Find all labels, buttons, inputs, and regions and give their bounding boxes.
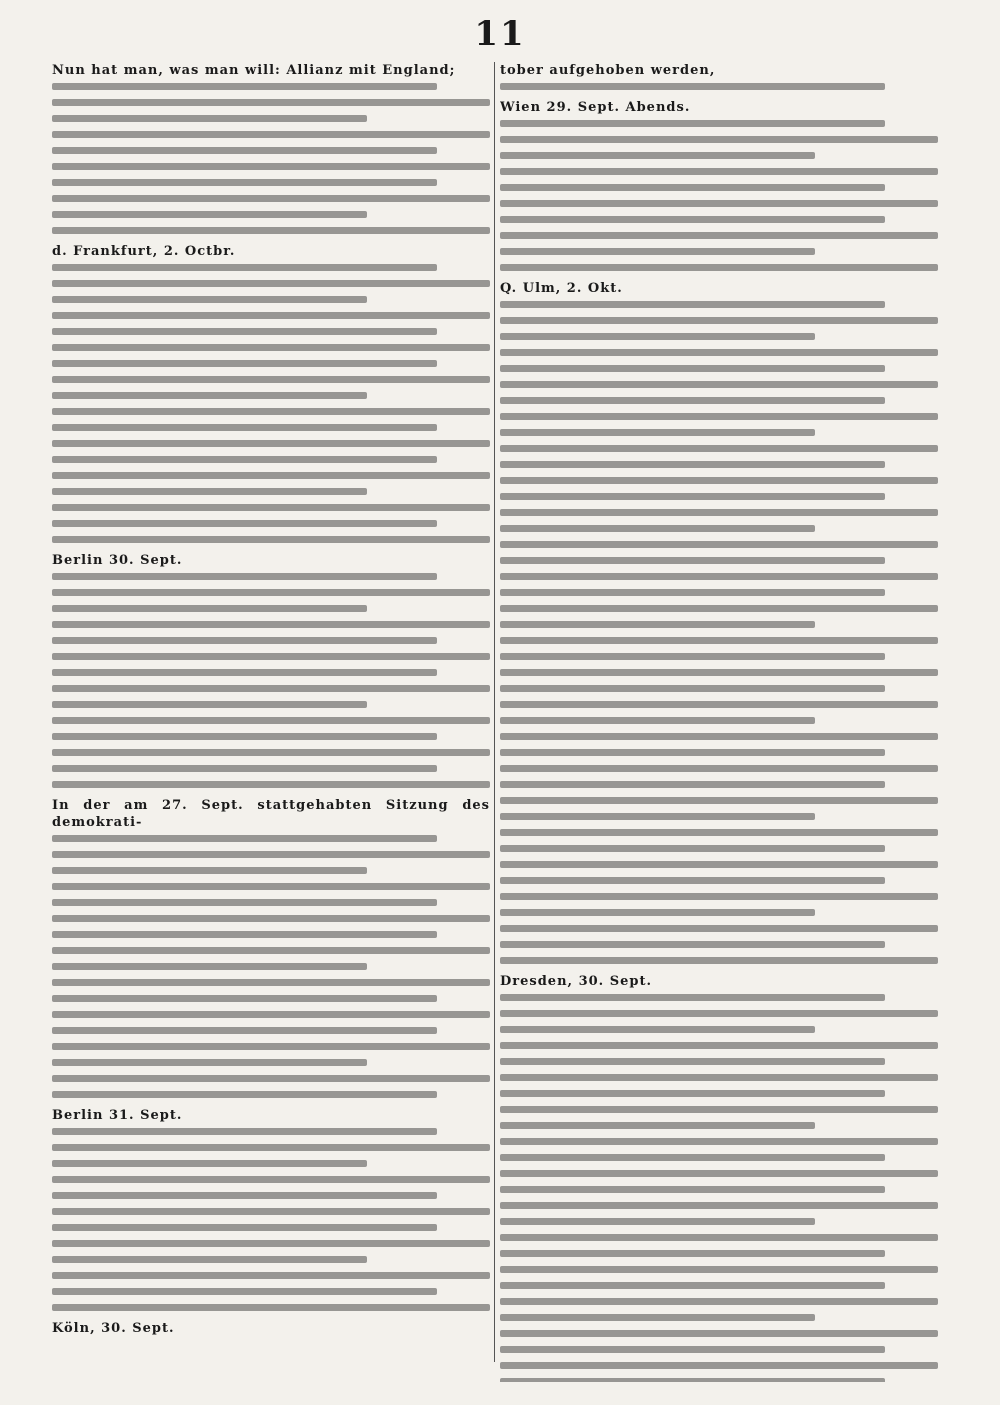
- text-line: [500, 365, 885, 372]
- text-line: [52, 440, 490, 447]
- text-line: [52, 883, 490, 890]
- text-line: [52, 424, 437, 431]
- text-line: [500, 1154, 885, 1161]
- text-line: [500, 749, 885, 756]
- text-line: [500, 1282, 885, 1289]
- text-line: [52, 835, 437, 842]
- text-line: [500, 701, 938, 708]
- text-line: [500, 941, 885, 948]
- article-dateline: Nun hat man, was man will: Allianz mit England;: [52, 63, 456, 78]
- text-line: [500, 1250, 885, 1257]
- text-line: [52, 781, 490, 788]
- text-line: [500, 1106, 938, 1113]
- text-line: [500, 1170, 938, 1177]
- text-line: [52, 701, 367, 708]
- text-line: [52, 392, 367, 399]
- text-line: [52, 931, 437, 938]
- text-line: [500, 1122, 815, 1129]
- article-dateline: d. Frankfurt, 2. Octbr.: [52, 244, 236, 259]
- text-line: [500, 1138, 938, 1145]
- text-line: [52, 280, 490, 287]
- text-line: [52, 717, 490, 724]
- text-line: [500, 525, 815, 532]
- article: [52, 243, 490, 543]
- text-line: [52, 211, 367, 218]
- text-line: [500, 200, 938, 207]
- article-body-text: [500, 301, 938, 964]
- text-line: [500, 1202, 938, 1209]
- text-line: [500, 1074, 938, 1081]
- article-dateline: tober aufgehoben werden,: [500, 63, 716, 78]
- text-line: [500, 1234, 938, 1241]
- text-line: [500, 1346, 885, 1353]
- text-line: [52, 669, 437, 676]
- article-body-text: [52, 573, 490, 788]
- text-line: [500, 685, 885, 692]
- text-line: [52, 344, 490, 351]
- article: [500, 62, 938, 90]
- text-line: [52, 1304, 490, 1311]
- text-line: [500, 909, 815, 916]
- text-line: [500, 1042, 938, 1049]
- text-line: [500, 994, 885, 1001]
- right-column: [500, 62, 938, 1382]
- text-line: [52, 1208, 490, 1215]
- article-body-text: [500, 120, 938, 271]
- text-line: [52, 264, 437, 271]
- text-line: [52, 1272, 490, 1279]
- text-line: [52, 179, 437, 186]
- article-dateline: Berlin 31. Sept.: [52, 1108, 183, 1123]
- text-line: [500, 1010, 938, 1017]
- text-line: [500, 1330, 938, 1337]
- text-line: [500, 413, 938, 420]
- article: [52, 1320, 490, 1337]
- text-line: [52, 685, 490, 692]
- article-body-text: [52, 83, 490, 234]
- text-line: [500, 621, 815, 628]
- text-line: [52, 851, 490, 858]
- text-line: [52, 520, 437, 527]
- article-dateline: Köln, 30. Sept.: [52, 1321, 175, 1336]
- text-line: [52, 1043, 490, 1050]
- article-dateline: In der am 27. Sept. stattgehabten Sitzung des demokrati-: [52, 798, 490, 830]
- article: [52, 1107, 490, 1311]
- text-line: [500, 669, 938, 676]
- text-line: [52, 99, 490, 106]
- text-line: [52, 573, 437, 580]
- text-line: [500, 184, 885, 191]
- text-line: [52, 899, 437, 906]
- text-line: [500, 573, 938, 580]
- text-line: [52, 1075, 490, 1082]
- text-line: [500, 477, 938, 484]
- text-line: [52, 488, 367, 495]
- text-line: [52, 1256, 367, 1263]
- text-line: [500, 781, 885, 788]
- text-line: [500, 1026, 815, 1033]
- article-dateline: Wien 29. Sept. Abends.: [500, 100, 691, 115]
- text-line: [500, 429, 815, 436]
- text-line: [500, 493, 885, 500]
- text-line: [500, 248, 815, 255]
- text-line: [52, 1144, 490, 1151]
- text-line: [500, 861, 938, 868]
- text-line: [500, 813, 815, 820]
- text-line: [500, 925, 938, 932]
- article: [500, 99, 938, 271]
- text-line: [52, 1240, 490, 1247]
- page-number: 11: [474, 14, 526, 54]
- text-line: [500, 1090, 885, 1097]
- text-line: [52, 637, 437, 644]
- article-body-text: [52, 835, 490, 1098]
- article: [500, 973, 938, 1382]
- text-line: [52, 733, 437, 740]
- text-line: [500, 445, 938, 452]
- text-line: [500, 381, 938, 388]
- text-line: [500, 845, 885, 852]
- text-line: [500, 301, 885, 308]
- text-line: [500, 168, 938, 175]
- text-line: [52, 765, 437, 772]
- text-line: [500, 797, 938, 804]
- text-line: [500, 637, 938, 644]
- text-line: [52, 472, 490, 479]
- text-line: [500, 589, 885, 596]
- text-line: [52, 227, 490, 234]
- text-line: [500, 877, 885, 884]
- text-line: [52, 536, 490, 543]
- text-line: [500, 83, 885, 90]
- article: [52, 62, 490, 234]
- text-line: [52, 360, 437, 367]
- text-line: [500, 1362, 938, 1369]
- text-line: [52, 589, 490, 596]
- article-dateline: Q. Ulm, 2. Okt.: [500, 281, 623, 296]
- article-body-text: [52, 1128, 490, 1311]
- article-dateline: Dresden, 30. Sept.: [500, 974, 652, 989]
- text-line: [52, 1027, 437, 1034]
- text-line: [500, 1186, 885, 1193]
- text-line: [52, 867, 367, 874]
- text-line: [52, 1224, 437, 1231]
- text-line: [52, 131, 490, 138]
- text-line: [500, 333, 815, 340]
- text-line: [500, 1266, 938, 1273]
- text-line: [52, 312, 490, 319]
- text-line: [500, 461, 885, 468]
- text-line: [500, 1378, 885, 1382]
- text-line: [500, 317, 938, 324]
- column-divider: [494, 62, 495, 1362]
- text-line: [52, 1288, 437, 1295]
- text-line: [500, 733, 938, 740]
- text-line: [52, 1059, 367, 1066]
- text-line: [500, 509, 938, 516]
- text-line: [52, 1091, 437, 1098]
- text-line: [52, 195, 490, 202]
- text-line: [52, 328, 437, 335]
- text-line: [52, 504, 490, 511]
- text-line: [52, 1128, 437, 1135]
- text-line: [52, 147, 437, 154]
- article-body-text: [500, 83, 938, 90]
- text-line: [500, 1218, 815, 1225]
- text-line: [52, 947, 490, 954]
- text-line: [52, 605, 367, 612]
- text-line: [52, 653, 490, 660]
- text-line: [500, 349, 938, 356]
- text-line: [500, 152, 815, 159]
- text-line: [500, 957, 938, 964]
- text-line: [52, 163, 490, 170]
- text-line: [52, 1192, 437, 1199]
- text-line: [52, 456, 437, 463]
- text-line: [52, 1176, 490, 1183]
- text-line: [500, 232, 938, 239]
- text-line: [500, 765, 938, 772]
- article-dateline: Berlin 30. Sept.: [52, 553, 183, 568]
- text-line: [52, 979, 490, 986]
- text-line: [500, 829, 938, 836]
- text-line: [500, 653, 885, 660]
- article-body-text: [52, 264, 490, 543]
- text-line: [52, 963, 367, 970]
- text-line: [52, 1160, 367, 1167]
- text-line: [500, 216, 885, 223]
- text-line: [52, 749, 490, 756]
- article: [52, 797, 490, 1098]
- text-line: [52, 408, 490, 415]
- text-line: [500, 120, 885, 127]
- text-line: [500, 541, 938, 548]
- text-line: [500, 264, 938, 271]
- text-line: [52, 83, 437, 90]
- text-line: [500, 557, 885, 564]
- text-line: [52, 115, 367, 122]
- text-line: [52, 1011, 490, 1018]
- text-line: [52, 376, 490, 383]
- article-body-text: [500, 994, 938, 1382]
- text-line: [52, 296, 367, 303]
- text-line: [500, 1058, 885, 1065]
- text-line: [52, 995, 437, 1002]
- text-line: [500, 717, 815, 724]
- text-line: [500, 1298, 938, 1305]
- text-line: [500, 605, 938, 612]
- text-line: [500, 136, 938, 143]
- text-line: [500, 397, 885, 404]
- article: [500, 280, 938, 964]
- article: [52, 552, 490, 788]
- text-line: [500, 893, 938, 900]
- text-line: [500, 1314, 815, 1321]
- text-line: [52, 621, 490, 628]
- left-column: [52, 62, 490, 1382]
- text-line: [52, 915, 490, 922]
